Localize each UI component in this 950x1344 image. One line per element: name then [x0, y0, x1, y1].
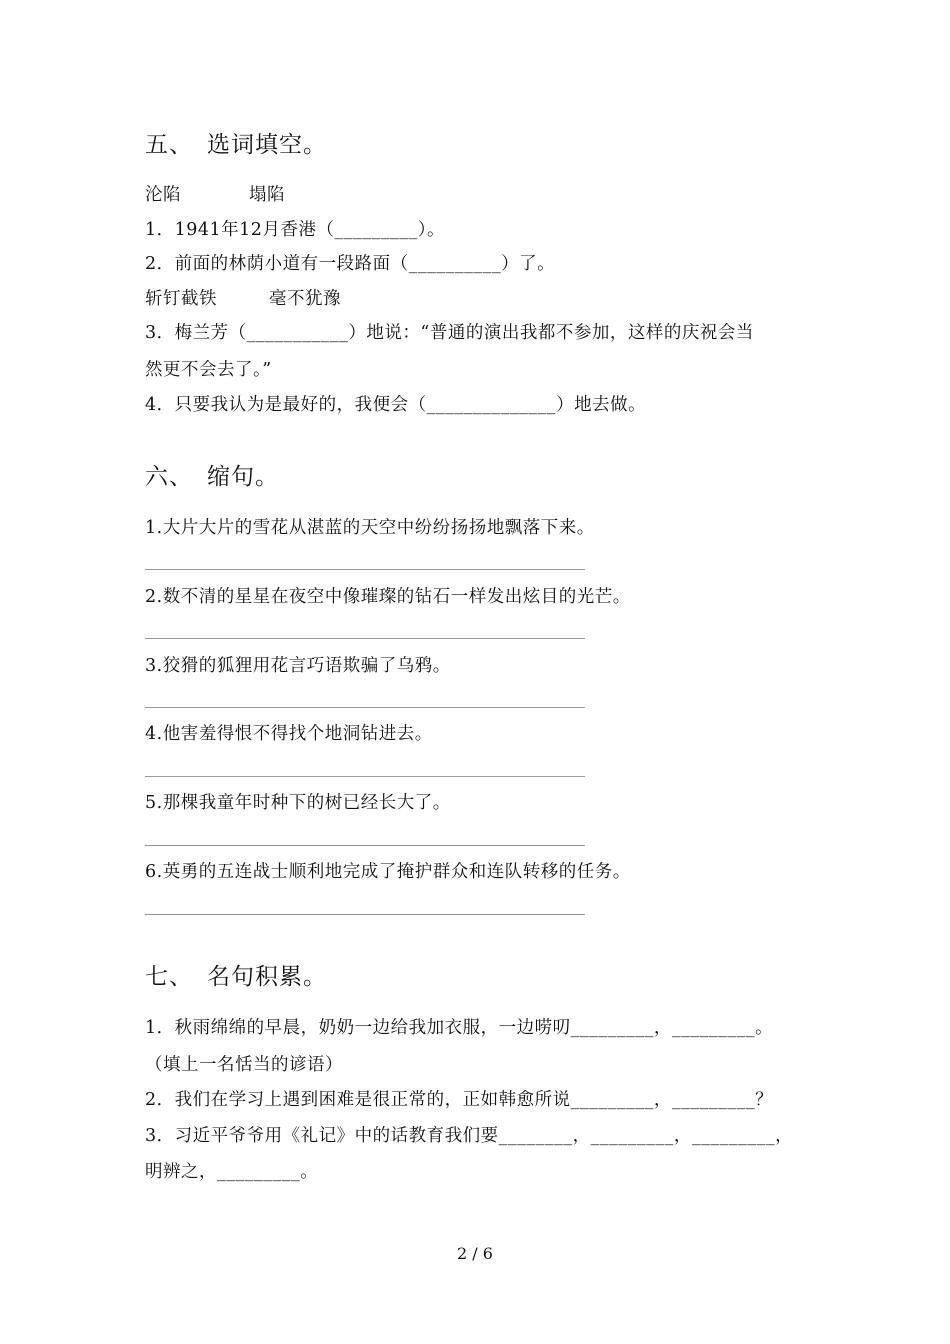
section-7-title — [145, 962, 327, 992]
shorten-sentence-6: 6.英勇的五连战士顺利地完成了掩护群众和连队转移的任务。 — [145, 862, 631, 882]
section-7-number: 七、 — [145, 964, 193, 990]
word-choices-b — [145, 288, 341, 310]
section-6-title-text: 缩句。 — [207, 464, 279, 490]
fill-question-3-line-1: 3．梅兰芳（___________）地说：“普通的演出我都不参加，这样的庆祝会当 — [145, 323, 754, 343]
page-number: 2 / 6 — [457, 1244, 493, 1263]
shorten-sentence-2: 2.数不清的星星在夜空中像璀璨的钻石一样发出炫目的光芒。 — [145, 587, 631, 607]
quote-question-1-hint: （填上一名恬当的谚语） — [145, 1055, 343, 1075]
answer-line — [145, 707, 585, 708]
fill-question-4: 4．只要我认为是最好的，我便会（______________）地去做。 — [145, 395, 647, 415]
answer-line — [145, 638, 585, 639]
shorten-sentence-1: 1.大片大片的雪花从湛蓝的天空中纷纷扬扬地飘落下来。 — [145, 518, 595, 538]
word-choices-a — [145, 184, 285, 206]
word-choice: 沦陷 — [145, 185, 181, 205]
quote-question-1-line-1: 1．秋雨绵绵的早晨，奶奶一边给我加衣服，一边唠叨_________，_________。 — [145, 1018, 774, 1038]
word-choice: 毫不犹豫 — [269, 289, 341, 309]
word-choice: 斩钉截铁 — [145, 289, 217, 309]
word-choice: 塌陷 — [249, 185, 285, 205]
section-6-title — [145, 462, 279, 492]
shorten-sentence-5: 5.那棵我童年时种下的树已经长大了。 — [145, 793, 451, 813]
section-5-number: 五、 — [145, 132, 193, 158]
answer-line — [145, 569, 585, 570]
section-6-number: 六、 — [145, 464, 193, 490]
section-5-title — [145, 130, 327, 160]
answer-line — [145, 914, 585, 915]
quote-question-3-line-1: 3．习近平爷爷用《礼记》中的话教育我们要________，_________，_________， — [145, 1126, 794, 1146]
quote-question-3-line-2: 明辨之，_________。 — [145, 1162, 319, 1182]
fill-question-1: 1．1941年12月香港（_________）。 — [145, 220, 445, 240]
answer-line — [145, 845, 585, 846]
section-7-title-text: 名句积累。 — [207, 964, 327, 990]
fill-question-2: 2．前面的林荫小道有一段路面（__________）了。 — [145, 254, 556, 274]
shorten-sentence-4: 4.他害羞得恨不得找个地洞钻进去。 — [145, 724, 433, 744]
fill-question-3-line-2: 然更不会去了。” — [145, 360, 272, 380]
quote-question-2: 2．我们在学习上遇到困难是很正常的，正如韩愈所说_________，_________？ — [145, 1090, 774, 1110]
answer-line — [145, 776, 585, 777]
section-5-title-text: 选词填空。 — [207, 132, 327, 158]
shorten-sentence-3: 3.狡猾的狐狸用花言巧语欺骗了乌鸦。 — [145, 656, 451, 676]
